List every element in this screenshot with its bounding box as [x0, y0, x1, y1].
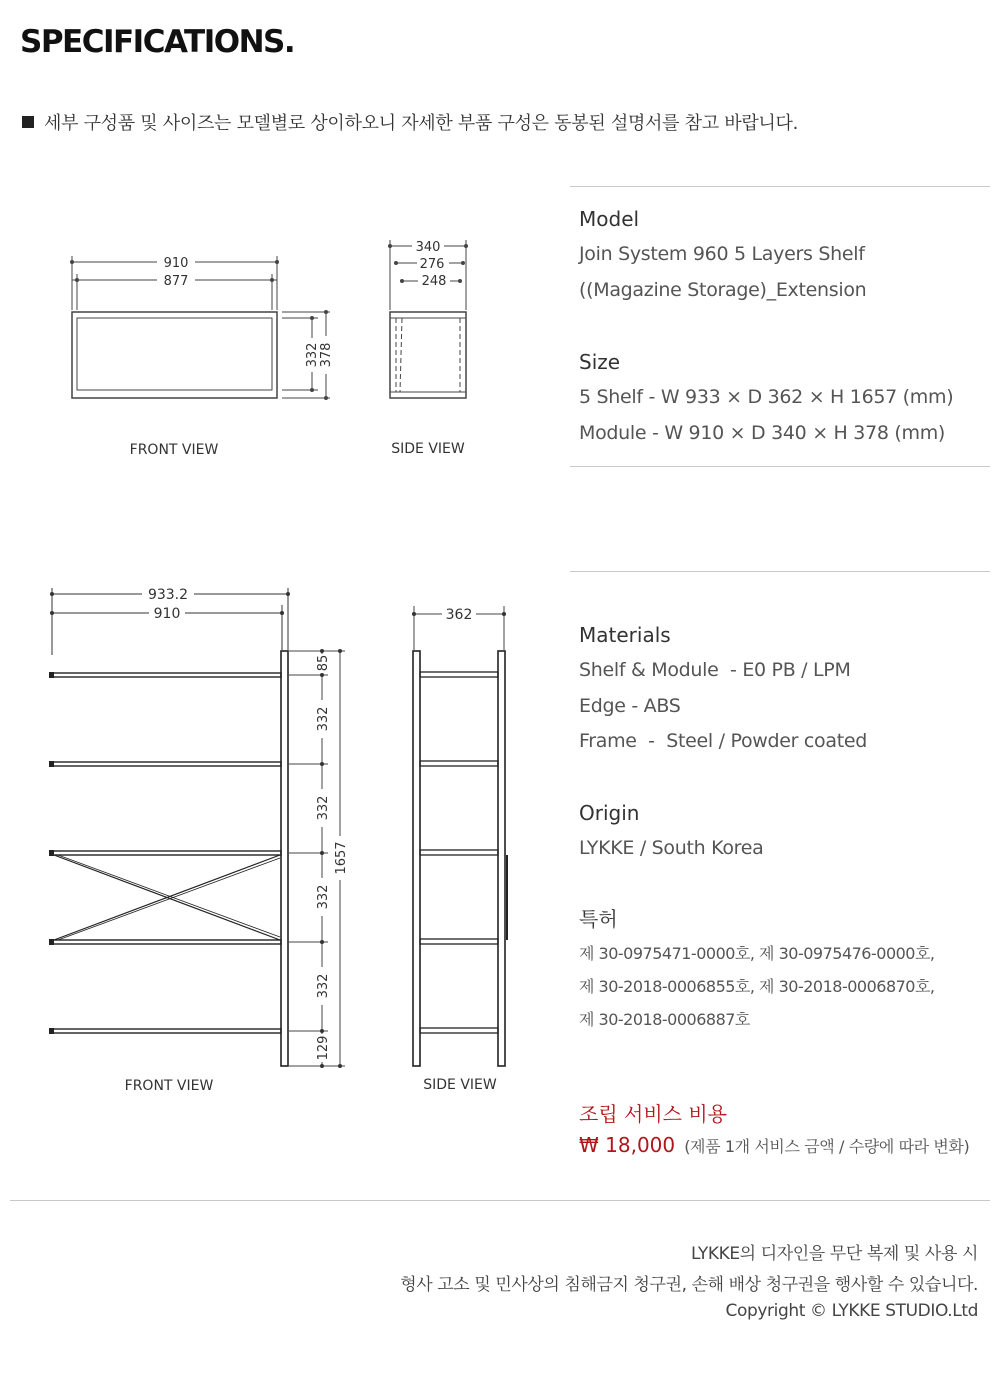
footer-line-2: 형사 고소 및 민사상의 침해금지 청구권, 손해 배상 청구권을 행사할 수 있습니다. — [400, 1275, 978, 1295]
notice-text: 세부 구성품 및 사이즈는 모델별로 상이하오니 자세한 부품 구성은 동봉된 설명서를 참고 바랍니다. — [44, 113, 798, 134]
spec-origin — [579, 795, 764, 867]
module-front-height-inner: 332 — [305, 342, 320, 368]
shelf-spacing-4: 332 — [316, 973, 331, 999]
module-front-height-outer: 378 — [319, 342, 334, 368]
shelf-front-width-inner: 910 — [153, 606, 181, 622]
divider-mid-1 — [570, 466, 990, 467]
model-line-2: ((Magazine Storage)_Extension — [579, 278, 867, 301]
materials-line-1: Shelf & Module - E0 PB / LPM — [579, 659, 851, 681]
shelf-front-view-label: FRONT VIEW — [124, 1078, 214, 1094]
notice — [22, 109, 798, 135]
module-drawing — [0, 225, 560, 475]
size-heading: Size — [579, 350, 621, 374]
module-side-depth-inner: 248 — [421, 274, 447, 289]
shelf-top-gap: 85 — [316, 654, 331, 672]
spec-patent — [579, 901, 935, 1036]
spec-model — [579, 201, 866, 308]
materials-line-3: Frame - Steel / Powder coated — [579, 730, 868, 752]
module-front-view-label: FRONT VIEW — [129, 442, 219, 458]
size-line-2: Module - W 910 × D 340 × H 378 (mm) — [579, 421, 946, 444]
origin-heading: Origin — [579, 801, 640, 825]
module-side-depth-mid: 276 — [419, 257, 445, 272]
size-line-1: 5 Shelf - W 933 × D 362 × H 1657 (mm) — [579, 386, 954, 408]
shelf-front-width-outer: 933.2 — [147, 587, 189, 603]
footer-line-1: LYKKE의 디자인을 무단 복제 및 사용 시 — [691, 1244, 978, 1264]
spec-size — [579, 344, 953, 451]
module-front-width-inner: 877 — [163, 274, 189, 289]
patent-line-1: 제 30-0975471-0000호, 제 30-0975476-0000호, — [579, 944, 935, 963]
module-side-depth-outer: 340 — [415, 240, 441, 255]
model-heading: Model — [579, 207, 640, 231]
shelf-spacing-1: 332 — [316, 706, 331, 732]
shelf-total-height: 1657 — [334, 841, 349, 875]
shelf-side-depth: 362 — [445, 607, 473, 623]
page-title: SPECIFICATIONS. — [20, 24, 295, 60]
module-side-view-label: SIDE VIEW — [391, 441, 465, 457]
model-line-1: Join System 960 5 Layers Shelf — [579, 243, 865, 265]
module-front-width-outer: 910 — [163, 256, 189, 271]
materials-heading: Materials — [579, 623, 671, 647]
shelf-side-view-label: SIDE VIEW — [423, 1077, 497, 1093]
spec-materials — [579, 617, 867, 760]
origin-line-1: LYKKE / South Korea — [579, 837, 764, 859]
materials-line-2: Edge - ABS — [579, 694, 681, 717]
divider-mid-2 — [570, 571, 990, 572]
service-title: 조립 서비스 비용 — [579, 1102, 727, 1126]
shelf-spacing-3: 332 — [316, 884, 331, 910]
shelf-bottom-gap: 129 — [316, 1035, 331, 1061]
square-bullet-icon — [22, 116, 34, 128]
divider-top — [570, 186, 990, 187]
patent-line-2: 제 30-2018-0006855호, 제 30-2018-0006870호, — [579, 977, 935, 996]
footer-copyright: Copyright © LYKKE STUDIO.Ltd — [725, 1301, 978, 1321]
patent-heading: 특허 — [579, 907, 618, 931]
divider-bottom — [10, 1200, 990, 1201]
service-price-row — [579, 1133, 969, 1157]
service-note: (제품 1개 서비스 금액 / 수량에 따라 변화) — [684, 1137, 970, 1156]
shelf-drawing — [0, 580, 560, 1100]
shelf-spacing-2: 332 — [316, 795, 331, 821]
patent-line-3: 제 30-2018-0006887호 — [579, 1010, 750, 1029]
service-price: ₩ 18,000 — [579, 1133, 676, 1157]
